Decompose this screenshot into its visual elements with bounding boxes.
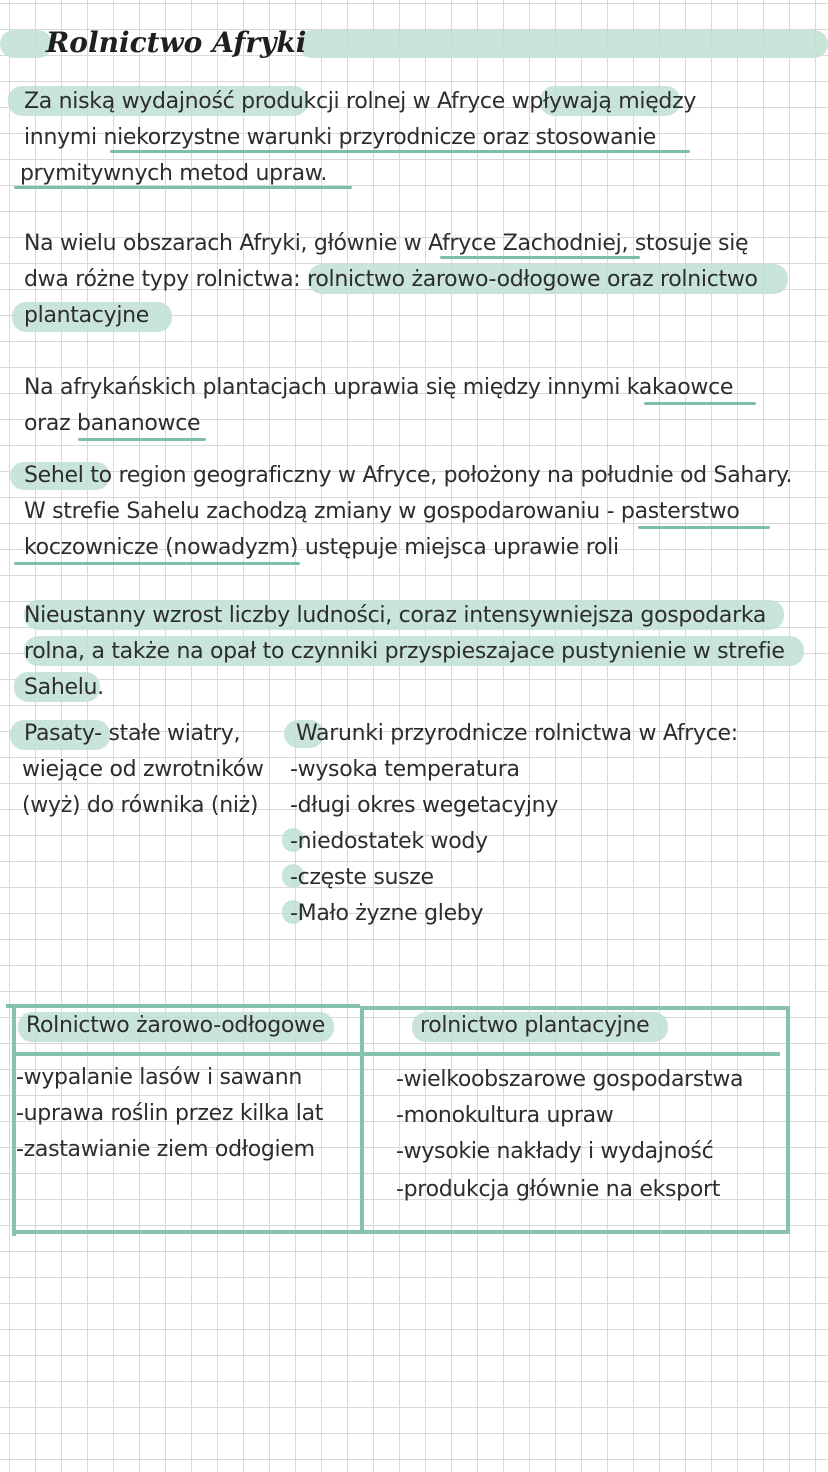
table-right-item-2: -monokultura upraw bbox=[396, 1103, 614, 1128]
table-right-item-1: -wielkoobszarowe gospodarstwa bbox=[396, 1067, 744, 1092]
table-right-border bbox=[786, 1006, 790, 1232]
table-right-item-3: -wysokie nakłady i wydajność bbox=[396, 1139, 714, 1164]
table-left-header: Rolnictwo żarowo-odłogowe bbox=[26, 1013, 325, 1038]
page-title: Rolnictwo Afryki bbox=[46, 26, 307, 59]
warunki-item-1: -wysoka temperatura bbox=[290, 757, 520, 782]
p4-line-3: koczownicze (nowadyzm) ustępuje miejsca uprawie roli bbox=[24, 535, 619, 560]
p1-underline-2 bbox=[14, 186, 352, 189]
title-highlight-right bbox=[298, 30, 828, 58]
p3-underline-2 bbox=[78, 438, 206, 441]
title-highlight-left bbox=[0, 30, 52, 58]
warunki-item-5: -Mało żyzne gleby bbox=[290, 901, 484, 926]
p4-underline-2 bbox=[14, 562, 300, 565]
warunki-heading: Warunki przyrodnicze rolnictwa w Afryce: bbox=[296, 721, 738, 746]
p2-line-1: Na wielu obszarach Afryki, głównie w Afryce Zachodniej, stosuje się bbox=[24, 231, 749, 256]
pasaty-line-2: wiejące od zwrotników bbox=[22, 757, 264, 782]
p4-line-1: Sehel to region geograficzny w Afryce, położony na południe od Sahary. bbox=[24, 463, 793, 488]
p5-line-3: Sahelu. bbox=[24, 675, 104, 700]
p5-line-1: Nieustanny wzrost liczby ludności, coraz intensywniejsza gospodarka bbox=[24, 603, 767, 628]
p2-underline-1 bbox=[440, 256, 640, 259]
table-middle-border bbox=[360, 1006, 364, 1230]
p3-line-2: oraz bananowce bbox=[24, 411, 201, 436]
table-right-header: rolnictwo plantacyjne bbox=[420, 1013, 650, 1038]
p4-underline-1 bbox=[638, 526, 770, 529]
table-left-item-1: -wypalanie lasów i sawann bbox=[16, 1065, 302, 1090]
p1-line-1: Za niską wydajność produkcji rolnej w Afryce wpływają między bbox=[24, 89, 697, 114]
table-header-divider bbox=[14, 1052, 780, 1056]
table-bottom-border bbox=[12, 1230, 790, 1234]
warunki-item-4: -częste susze bbox=[290, 865, 434, 890]
warunki-item-3: -niedostatek wody bbox=[290, 829, 488, 854]
p2-line-2: dwa różne typy rolnictwa: rolnictwo żarowo-odłogowe oraz rolnictwo bbox=[24, 267, 758, 292]
warunki-item-2: -długi okres wegetacyjny bbox=[290, 793, 559, 818]
p4-line-2: W strefie Sahelu zachodzą zmiany w gospodarowaniu - pasterstwo bbox=[24, 499, 740, 524]
table-left-item-2: -uprawa roślin przez kilka lat bbox=[16, 1101, 324, 1126]
table-left-item-3: -zastawianie ziem odłogiem bbox=[16, 1137, 315, 1162]
p2-line-3: plantacyjne bbox=[24, 303, 150, 328]
p1-line-3: prymitywnych metod upraw. bbox=[20, 161, 328, 186]
p1-line-2: innymi niekorzystne warunki przyrodnicze oraz stosowanie bbox=[24, 125, 657, 150]
p5-line-2: rolna, a także na opał to czynniki przyspieszajace pustynienie w strefie bbox=[24, 639, 785, 664]
pasaty-line-1: Pasaty- stałe wiatry, bbox=[24, 721, 241, 746]
p3-line-1: Na afrykańskich plantacjach uprawia się między innymi kakaowce bbox=[24, 375, 734, 400]
p3-underline-1 bbox=[644, 402, 756, 405]
table-right-item-4: -produkcja głównie na eksport bbox=[396, 1177, 721, 1202]
pasaty-line-3: (wyż) do równika (niż) bbox=[22, 793, 259, 818]
p1-underline-1 bbox=[110, 150, 690, 153]
